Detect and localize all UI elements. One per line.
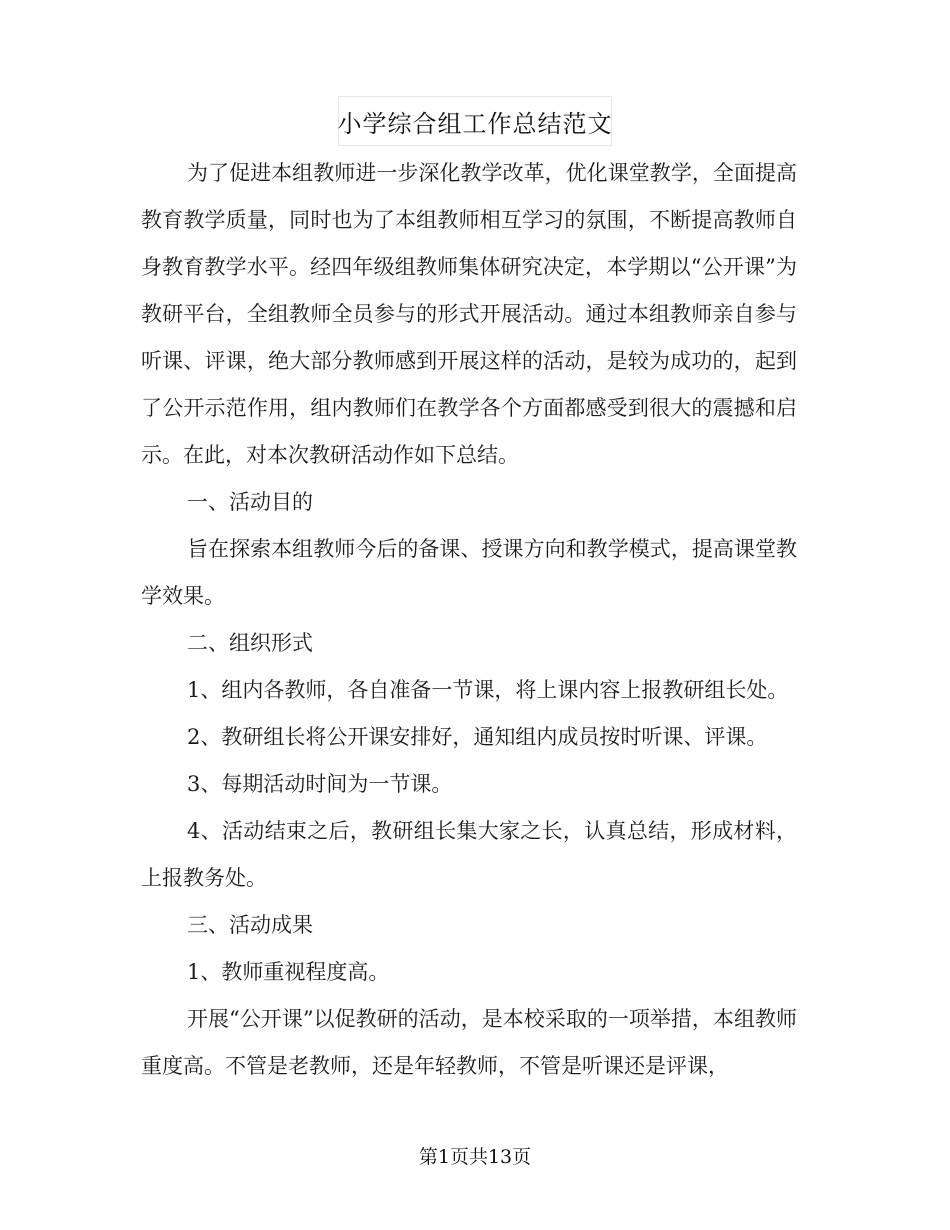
section-heading-organization: 二、组织形式	[187, 631, 313, 655]
organization-item-3: 3、每期活动时间为一节课。	[187, 772, 453, 796]
intro-paragraph: 为了促进本组教师进一步深化教学改革，优化课堂教学，全面提高教育教学质量，同时也为了本组教师相互学习的氛围，不断提高教师自身教育教学水平。经四年级组教师集体研究决定，本学期以“公开课”为教研平台，全组教师全员参与的形式开展活动。通过本组教师亲自参与听课、评课，绝大部分教师感到开展这样的活动，是较为成功的，起到了公开示范作用，组内教师们在教学各个方面都感受到很大的震撼和启示。在此，对本次教研活动作如下总结。	[141, 161, 797, 467]
title-box	[338, 96, 612, 146]
purpose-paragraph: 旨在探索本组教师今后的备课、授课方向和教学模式，提高课堂教学效果。	[141, 537, 797, 608]
document-body	[141, 150, 797, 1090]
section-heading-purpose: 一、活动目的	[187, 490, 313, 514]
document-title: 小学综合组工作总结范文	[337, 109, 613, 138]
results-item-1: 1、教师重视程度高。	[187, 960, 390, 984]
page-number: 第1页共13页	[418, 1146, 532, 1168]
organization-item-2: 2、教研组长将公开课安排好，通知组内成员按时听课、评课。	[187, 725, 768, 749]
organization-item-4: 4、活动结束之后，教研组长集大家之长，认真总结，形成材料，上报教务处。	[141, 819, 797, 890]
section-heading-results: 三、活动成果	[187, 913, 313, 937]
organization-item-1: 1、组内各教师，各自准备一节课，将上课内容上报教研组长处。	[187, 678, 789, 702]
results-paragraph: 开展“公开课”以促教研的活动，是本校采取的一项举措，本组教师重度高。不管是老教师，还是年轻教师，不管是听课还是评课，	[141, 1007, 797, 1078]
